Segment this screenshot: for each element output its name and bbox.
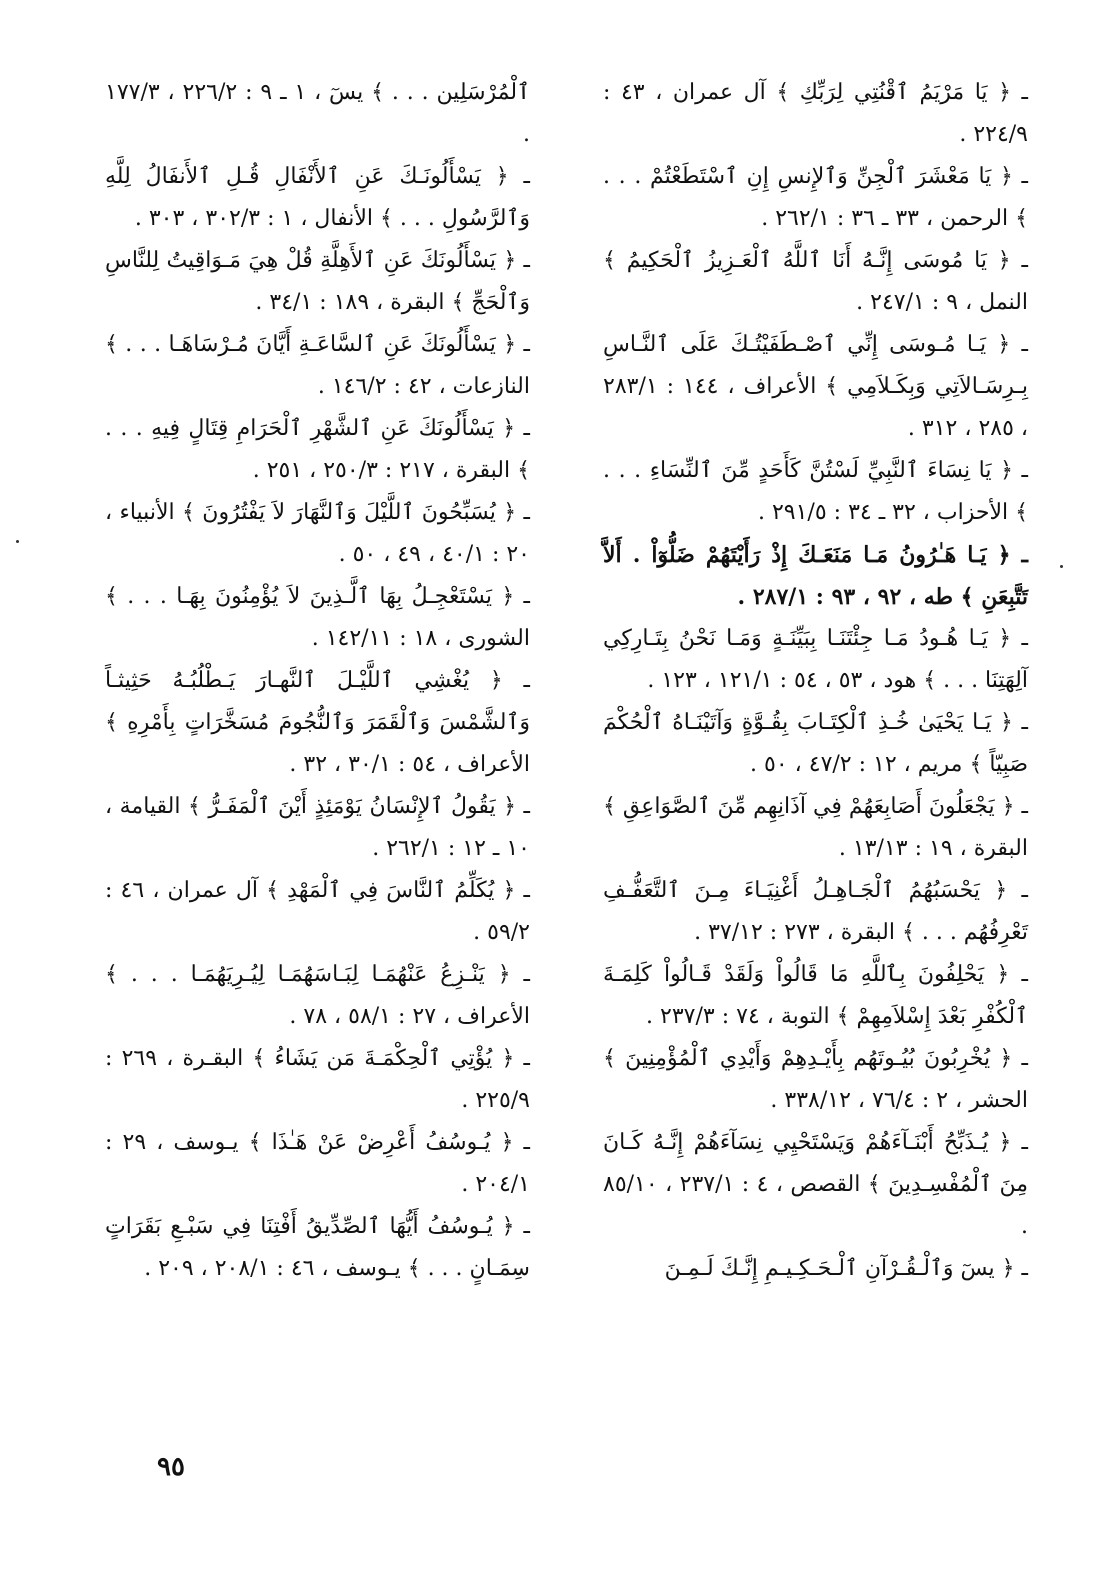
index-entry: ـ ﴿ يُخْرِبُونَ بُيُـوتَهُم بِأَيْـدِهِمْ وَأَيْدِي ٱلْمُؤْمِنِينَ ﴾ الحشر ، ٢ : ٧٦/٤ ، ٣٣٨/١٢ . xyxy=(603,1046,1029,1113)
index-entry: ـ ﴿ يُـذَبِّحُ أَبْنَـآءَهُمْ وَيَسْتَحْيِي نِسَآءَهُمْ إِنَّـهُ كَـانَ مِنَ ٱلْمُفْسِـدِينَ ﴾ القصص ، ٤ : ٢٣٧/١ ، ٨٥/١٠ . xyxy=(603,1130,1028,1239)
index-entry: ـ ﴿ يَـا هَـٰرُونُ مَـا مَنَعَـكَ إِذْ رَأَيْتَهُمْ ضَلُّوٓاْ . أَلاَّ تَتَّبِعَنِ ﴾ طه ، ٩٢ ، ٩٣ : ٢٨٧/١ . xyxy=(603,542,1028,610)
index-entry: ـ ﴿ يَسْتَعْجِـلُ بِهَا ٱلَّـذِينَ لاَ يُؤْمِنُونَ بِهَـا . . . ﴾ الشورى ، ١٨ : ١٤٢/١١ . xyxy=(105,584,530,651)
index-entry: ـ ﴿ يُؤْتِي ٱلْحِكْمَـةَ مَن يَشَاءُ ﴾ البقـرة ، ٢٦٩ : ٢٢٥/٩ . xyxy=(105,1046,531,1113)
index-entry: ـ ﴿ يَجْعَلُونَ أَصَابِعَهُمْ فِي آذَانِهِم مِّنَ ٱلصَّوَاعِقِ ﴾ البقرة ، ١٩ : ١٣/١٣ . xyxy=(603,794,1028,861)
index-entry: ـ ﴿ يَسْأَلُونَـكَ عَنِ ٱلأَنْفَالِ قُـلِ ٱلأَنفَالُ لِلَّهِ وَٱلرَّسُولِ . . . ﴾ الأنفال ، ١ : ٣٠٢/٣ ، ٣٠٣ . xyxy=(105,164,530,231)
index-entry: ـ ﴿ يُسَبِّحُونَ ٱللَّيْلَ وَٱلنَّهَارَ لاَ يَفْتُرُونَ ﴾ الأنبياء ، ٢٠ : ٤٠/١ ، ٤٩ ، ٥٠ . xyxy=(105,500,530,567)
page-number: ٩٥ xyxy=(157,1452,185,1482)
scan-speck xyxy=(1060,565,1063,568)
index-entry: ـ ﴿ يَسْأَلُونَكَ عَنِ ٱلشَّهْرِ ٱلْحَرَامِ قِتَالٍ فِيهِ . . . ﴾ البقرة ، ٢١٧ : ٢٥٠/٣ ، ٢٥١ . xyxy=(105,416,530,483)
index-entry: ـ ﴿ يَحْلِفُونَ بِٱللَّهِ مَا قَالُواْ وَلَقَدْ قَـالُواْ كَلِمَـةَ ٱلْكُفْرِ بَعْدَ إِسْلاَمِهِمْ ﴾ التوبة ، ٧٤ : ٢٣٧/٣ . xyxy=(603,962,1028,1029)
index-entry: ـ ﴿ يسٓ وَٱلْـقُـرْآنِ ٱلْـحَـكِـيـمِ إِنَّـكَ لَـمِـنَ xyxy=(664,1256,1028,1281)
index-entry: ـ ﴿ يَنْـزِعُ عَنْهُمَـا لِبَـاسَهُمَـا لِيُـرِيَهُمَـا . . . ﴾ الأعراف ، ٢٧ : ٥٨/١ ، ٧٨ . xyxy=(105,962,530,1029)
index-entry: ـ ﴿ يَـا هُـودُ مَـا جِئْتَنَـا بِبَيِّنَـةٍ وَمَـا نَحْنُ بِتَـارِكِي آلِهَتِنَا . . . ﴾ هود ، ٥٣ ، ٥٤ : ١٢١/١ ، ١٢٣ . xyxy=(603,626,1028,693)
left-column xyxy=(105,72,530,1290)
index-entry: ـ ﴿ يُغْشِي ٱللَّيْـلَ ٱلنَّهـارَ يَـطْلُبُـهُ حَثِيثـاً وَٱلشَّمْسَ وَٱلْقَمَرَ وَٱلنُّجُومَ مُسَخَّرَاتٍ بِأَمْرِهِ ﴾ الأعراف ، ٥٤ : ٣٠/١ ، ٣٢ . xyxy=(105,668,530,777)
index-entry: ـ ﴿ يَـا مُـوسَى إِنِّي ٱصْـطَفَيْتُـكَ عَلَى ٱلنَّـاسِ بِـرِسَـالاَتِي وَبِكَـلاَمِي ﴾ الأعراف ، ١٤٤ : ٢٨٣/١ ، ٢٨٥ ، ٣١٢ . xyxy=(603,332,1029,441)
index-entry: ـ ﴿ يَسْأَلُونَكَ عَنِ ٱلأَهِلَّةِ قُلْ هِيَ مَـوَاقِيتُ لِلنَّاسِ وَٱلْحَجِّ ﴾ البقرة ، ١٨٩ : ٣٤/١ . xyxy=(105,248,530,315)
scan-speck xyxy=(16,540,19,543)
index-entry: ـ ﴿ يَا مَرْيَمُ ٱقْنُتِي لِرَبِّكِ ﴾ آل عمران ، ٤٣ : ٢٢٤/٩ . xyxy=(603,80,1028,147)
index-entry: ـ ﴿ يَا نِسَاءَ ٱلنَّبِيِّ لَسْتُنَّ كَأَحَدٍ مِّنَ ٱلنِّسَاءِ . . . ﴾ الأحزاب ، ٣٢ ـ ٣٤ : ٢٩١/٥ . xyxy=(603,458,1028,525)
index-entry: ـ ﴿ يَسْأَلُونَكَ عَنِ ٱلسَّاعَـةِ أَيَّانَ مُـرْسَاهَـا . . . ﴾ النازعات ، ٤٢ : ١٤٦/٢ . xyxy=(105,332,530,399)
index-entry: ـ ﴿ يَا مَعْشَرَ ٱلْجِنِّ وَٱلإِنسِ إِنِ ٱسْتَطَعْتُمْ . . . ﴾ الرحمن ، ٣٣ ـ ٣٦ : ٢٦٢/١ . xyxy=(603,164,1028,231)
index-entry: ـ ﴿ يَا مُوسَى إِنَّـهُ أَنَا ٱللَّهُ ٱلْعَـزِيزُ ٱلْحَكِيمُ ﴾ النمل ، ٩ : ٢٤٧/١ . xyxy=(603,248,1028,315)
index-entry: ـ ﴿ يَقُولُ ٱلإِنْسَانُ يَوْمَئِذٍ أَيْنَ ٱلْمَفَـرُّ ﴾ القيامة ، ١٠ ـ ١٢ : ٢٦٢/١ . xyxy=(105,794,530,861)
index-entry: ـ ﴿ يُكَلِّمُ ٱلنَّاسَ فِي ٱلْمَهْدِ ﴾ آل عمران ، ٤٦ : ٥٩/٢ . xyxy=(105,878,531,945)
index-entry: ـ ﴿ يَحْسَبُهُمُ ٱلْجَـاهِـلُ أَغْنِيَـاءَ مِـنَ ٱلتَّعَفُّـفِ تَعْرِفُهُم . . . ﴾ البقرة ، ٢٧٣ : ٣٧/١٢ . xyxy=(603,878,1028,945)
index-entry: ٱلْمُرْسَلِين . . . ﴾ يسٓ ، ١ ـ ٩ : ٢٢٦/٢ ، ١٧٧/٣ . xyxy=(105,80,530,147)
index-entry: ـ ﴿ يُـوسُفُ أَيُّهَا ٱلصِّدِّيقُ أَفْتِنَا فِي سَبْـعِ بَقَرَاتٍ سِمَـانٍ . . . ﴾ يـوسف ، ٤٦ : ٢٠٨/١ ، ٢٠٩ . xyxy=(105,1214,530,1281)
right-column xyxy=(603,72,1028,1290)
index-entry: ـ ﴿ يُـوسُفُ أَعْرِضْ عَنْ هَـٰذَا ﴾ يـوسف ، ٢٩ : ٢٠٤/١ . xyxy=(105,1130,531,1197)
index-entry: ـ ﴿ يَـا يَحْيَىٰ خُـذِ ٱلْكِتَـابَ بِقُـوَّةٍ وَآتَيْنَـاهُ ٱلْحُكْمَ صَبِيّاً ﴾ مريم ، ١٢ : ٤٧/٢ ، ٥٠ . xyxy=(603,710,1028,777)
